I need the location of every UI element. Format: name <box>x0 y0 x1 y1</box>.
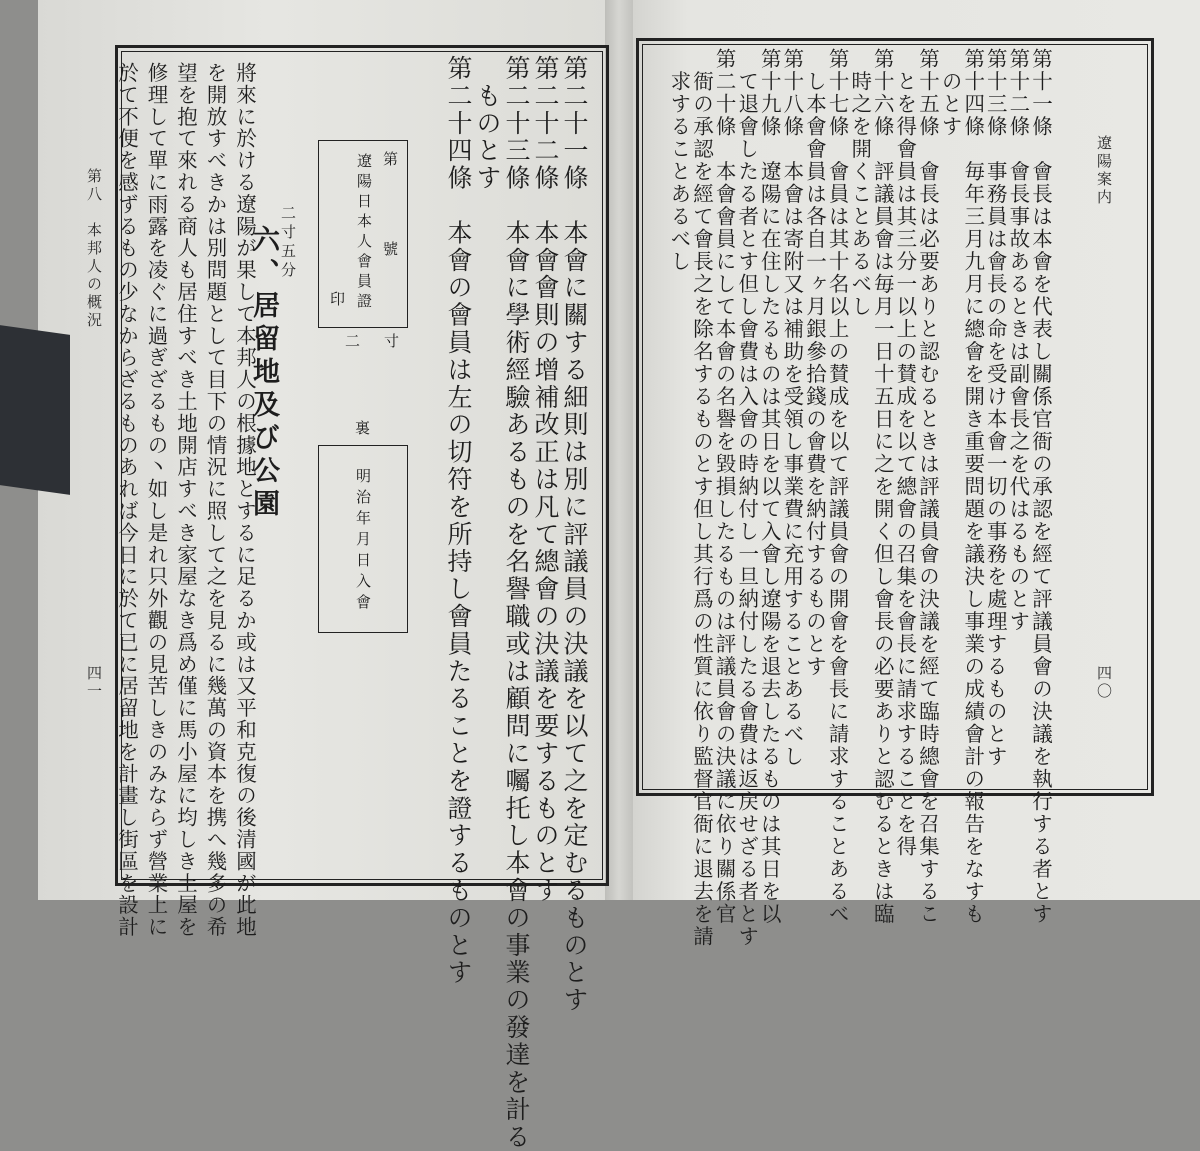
text-column: 第十三條 事務員は會長の命を受け本會一切の事務を處理するものとす <box>983 48 1008 768</box>
text-column: 第十二條 會長事故あるときは副會長之を代はるものとす <box>1005 48 1030 633</box>
text-column: 求することあるべし <box>666 48 691 273</box>
right-running-head: 遼陽案内 <box>1095 135 1113 207</box>
card-seal: 印 <box>328 291 346 310</box>
article-column: 第二十四條 本會の會員は左の切符を所持し會員たることを證するものとす <box>444 55 473 987</box>
book-spine <box>605 0 633 900</box>
card-back-label: 裏 <box>353 420 371 439</box>
text-column: て退會したる者とす但し會費は入會の時納付し一旦納付したる會費は返戻せざる者とす <box>734 48 759 948</box>
membership-card-back <box>318 445 408 633</box>
text-column: 第十六條 評議員會は毎月一日十五日に之を開く但し會長の必要ありと認むるときは臨 <box>870 48 895 926</box>
article-column: ものとす <box>473 55 502 192</box>
right-page-number: 四〇 <box>1095 665 1113 701</box>
body-column: 望を抱て來れる商人も居住すべき土地開店すべき家屋なき爲め僅に馬小屋に均しき土屋を <box>173 62 198 938</box>
body-column: 於て不便を感ずるもの少なからざるものあれば今日に於て已に居留地を計畫し街區を設計 <box>114 62 139 938</box>
dark-object <box>0 325 70 495</box>
body-column: を開放すべきかは別問題として目下の情況に照して之を見るに幾萬の資本を携へ幾多の希 <box>203 62 227 938</box>
left-page-number: 四一 <box>85 665 103 701</box>
text-column: 第十五條 會長は必要ありと認むるときは評議員會の決議を經て臨時總會を召集するこ <box>915 48 940 926</box>
card-number-label: 第 <box>381 151 399 170</box>
membership-card-front <box>318 140 408 328</box>
text-column: 第十四條 毎年三月九月に總會を開き重要問題を議決し事業の成績會計の報告をなすも <box>960 48 985 926</box>
section-heading: 六、居留地及び公園 <box>248 225 279 522</box>
text-column: 第十八條 本會は寄附又は補助を受領し事業費に充用することあるべし <box>779 48 804 768</box>
body-column: 將來に於ける遼陽が果して本邦人の根據地とするに足るか或は又平和克復の後清國が此地 <box>232 62 257 938</box>
text-column: し本會會員は各自一ヶ月銀參拾錢の會費を納付するものとす <box>802 48 827 678</box>
article-column: 第二十三條 本會に學術經驗あるものを名譽職或は顧問に囑托し本會の事業の發達を計る <box>502 55 531 1151</box>
body-column: 修理して單に雨露を凌ぐに過ぎざるもの丶如し是れ只外觀の見苦しきのみならず營業上に <box>144 62 168 938</box>
article-column: 第二十一條 本會に關する細則は別に評議員の決議を以て之を定むるものとす <box>560 55 589 1014</box>
text-column: 第二十條 本會會員にして本會の名譽を毀損したるものは評議員會の決議に依り關係官 <box>712 48 737 926</box>
card-width-label: 二寸五分 <box>279 205 297 281</box>
text-column: とを得會員は其三分一以上の賛成を以て總會の召集を會長に請求することを得 <box>892 48 917 858</box>
text-column: 第十七條 會員は其十名以上の賛成を以て評議員會の開會を會長に請求することあるべ <box>825 48 850 926</box>
text-column: 衙の承認を經て會長之を除名するものとす但し其行爲の性質に依り監督官衙に退去を請 <box>689 48 714 948</box>
text-column: のとす <box>938 48 963 138</box>
card-height-label: 二寸 <box>345 332 424 350</box>
card-back-text: 明治年月日入會 <box>354 468 372 615</box>
text-column: 第十九條 遼陽に在住したるものは其日を以て入會し遼陽を退去したるものは其日を以 <box>757 48 782 926</box>
text-column: 時之を開くことあるべし <box>847 48 872 318</box>
left-running-head: 第八 本邦人の概況 <box>85 168 103 330</box>
card-title: 遼陽日本人會員證 <box>355 153 373 313</box>
article-column: 第二十二條 本會會則の增補改正は凡て總會の決議を要するものとす <box>531 55 560 905</box>
text-column: 第十一條 會長は本會を代表し關係官衙の承認を經て評議員會の決議を執行する者とす <box>1028 48 1053 926</box>
card-number-suffix: 號 <box>381 241 399 260</box>
